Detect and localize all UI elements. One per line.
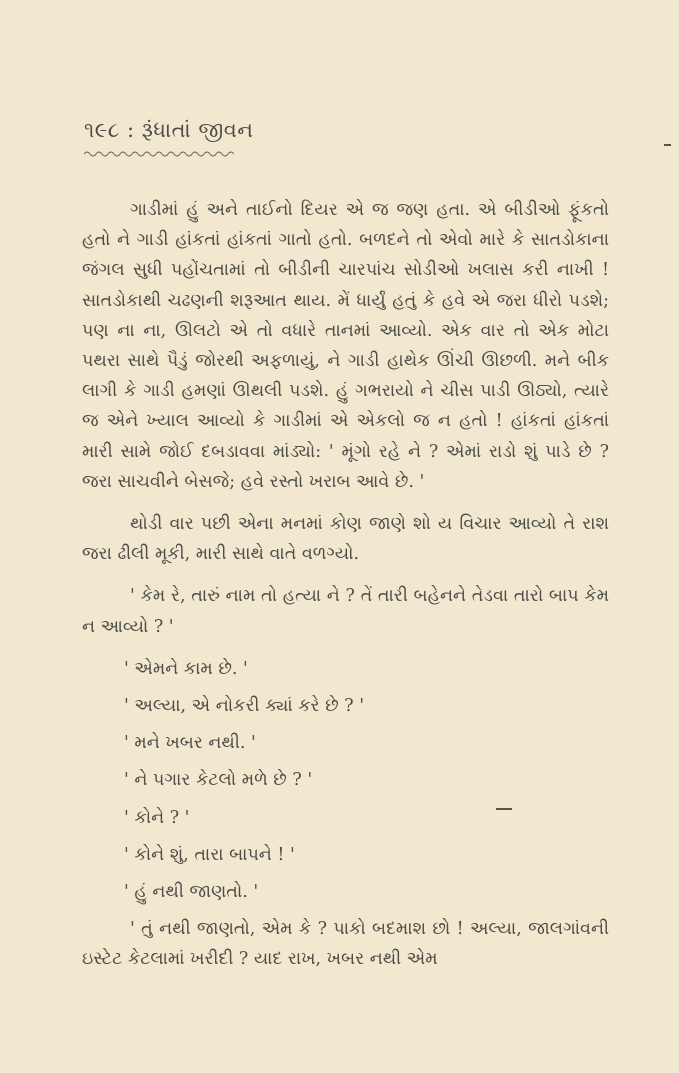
- running-header: [84, 118, 609, 143]
- dialog-line: ' એમને કામ છે. ': [124, 658, 248, 679]
- dialog-line: ' કોને ? ': [124, 807, 190, 828]
- dialog-line: ' મને ખબર નથી. ': [124, 733, 256, 754]
- margin-mark: [664, 144, 671, 146]
- dialog-line: ' હું નથી જાણતો. ': [124, 882, 259, 903]
- dialog-line: ' કોને શું, તારા બાપને ! ': [124, 844, 295, 865]
- paragraph-1: ગાડીમાં હું અને તાઈનો દિયર એ જ જણ હતા. એ બીડીઓ ફૂંકતો હતો ને ગાડી હાંકતાં હાંકતાં ગાતો હતો. બળદને તો એવો મારે કે સાતડોકાના જંગલ સુધી પહોંચતામાં તો બીડીની ચારપાંચ સોડીઓ ખલાસ કરી નાખી ! સાતડોકાથી ચઢણની શરૂઆત થાય. મેં ધાર્યું હતું કે હવે એ જરા ધીરો પડશે; પણ ના ના, ઊલટો એ તો વધારે તાનમાં આવ્યો. એક વાર તો એક મોટા પથરા સાથે પૈડું જોરથી અફળાયું, ને ગાડી હાથેક ઊંચી ઊછળી. મને બીક લાગી કે ગાડી હમણાં ઊથલી પડશે. હું ગભરાયો ને ચીસ પાડી ઊઠ્યો, ત્યારે જ એને ખ્યાલ આવ્યો કે ગાડીમાં એ એકલો જ ન હતો ! હાંકતાં હાંકતાં મારી સામે જોઈ દબડાવવા માંડ્યો: ' મૂંગો રહે ને ? એમાં રાડો શું પાડે છે ? જરા સાચવીને બેસજે; હવે રસ્તો ખરાબ આવે છે. ': [82, 200, 609, 492]
- body-text: [82, 195, 609, 975]
- paragraph-2: થોડી વાર પછી એના મનમાં કોણ જાણે શો ય વિચાર આવ્યો તે રાશ જરા ઢીલી મૂકી, મારી સાથે વાતે વળગ્યો.: [82, 514, 609, 565]
- wavy-underline: [84, 150, 234, 158]
- paragraph-3: ' કેમ રે, તારું નામ તો હત્યા ને ? તેં તારી બહેનને તેડવા તારો બાપ કેમ ન આવ્યો ? ': [82, 586, 609, 637]
- paragraph-final: ' તું નથી જાણતો, એમ કે ? પાકો બદમાશ છો ! અલ્યા, જાલગાંવની ઇસ્ટેટ કેટલામાં ખરીદી ? યાદ રાખ, ખબર નથી એમ: [82, 919, 609, 970]
- page-number-and-title: ૧૯૮ : રૂંધાતાં જીવન: [84, 118, 254, 142]
- dialog-line: ' ને પગાર કેટલો મળે છે ? ': [124, 770, 313, 791]
- dialog-line: ' અલ્યા, એ નોકરી ક્યાં કરે છે ? ': [124, 696, 365, 717]
- stray-mark: [496, 808, 512, 810]
